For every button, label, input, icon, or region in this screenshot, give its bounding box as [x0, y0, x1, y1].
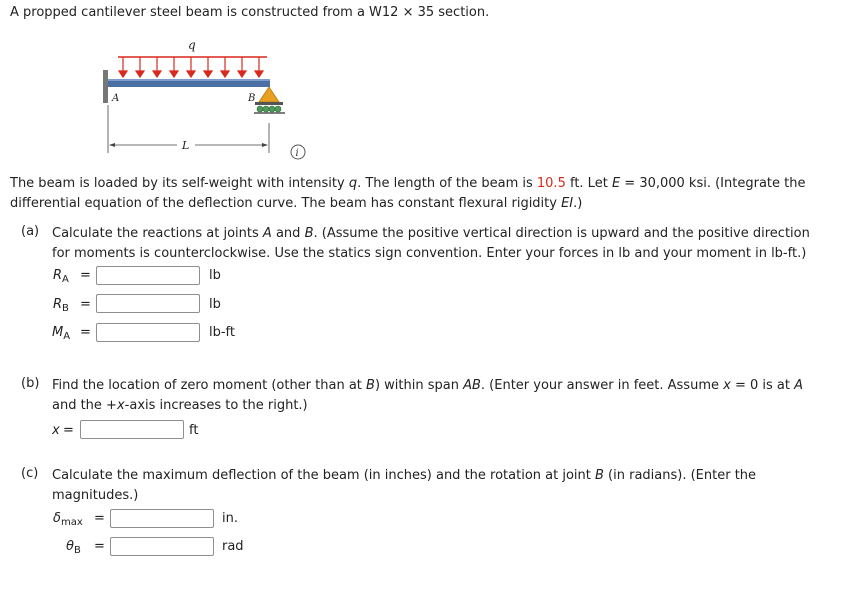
- ma-unit: lb-ft: [209, 325, 235, 340]
- problem-statement: The beam is loaded by its self-weight with intensity q. The length of the beam is 10.5 ft. Let E = 30,000 ksi. (Integrate the differential equation of the deflection curve. The beam has constant flexural rigidity EI.): [10, 176, 806, 211]
- beam-figure: [95, 35, 325, 160]
- ra-unit: lb: [209, 268, 221, 283]
- part-c-label: (c): [21, 466, 39, 481]
- support-b-label: B: [248, 93, 256, 104]
- info-icon[interactable]: [291, 145, 305, 159]
- ma-input[interactable]: [96, 323, 200, 342]
- length-label: L: [182, 139, 190, 152]
- theta-b-input[interactable]: [110, 537, 214, 556]
- roller-wheels: [257, 106, 281, 112]
- pin-support: [259, 87, 279, 102]
- part-a-label: (a): [21, 224, 40, 239]
- rb-input[interactable]: [96, 294, 200, 313]
- length-value: 10.5: [536, 176, 566, 191]
- ra-input[interactable]: [96, 266, 200, 285]
- load-arrows: [119, 57, 263, 77]
- intro-text: A propped cantilever steel beam is constructed from a W12 × 35 section.: [10, 5, 490, 20]
- x-input[interactable]: [80, 420, 184, 439]
- part-c-text: Calculate the maximum deflection of the beam (in inches) and the rotation at joint B (in radians). (Enter the magnitudes.): [52, 468, 757, 503]
- svg-text:i: i: [295, 148, 299, 159]
- theta-b-unit: rad: [222, 539, 244, 554]
- delta-max-input[interactable]: [110, 509, 214, 528]
- support-a-label: A: [112, 93, 120, 104]
- load-label: q: [188, 38, 196, 52]
- x-unit: ft: [189, 423, 199, 438]
- part-b-text: Find the location of zero moment (other than at B) within span AB. (Enter your answer in feet. Assume x = 0 is at A and the +x-axis increases to the right.): [52, 378, 803, 413]
- part-a-text: Calculate the reactions at joints A and B. (Assume the positive vertical direction is upward and the positive direction for moments is counterclockwise. Use the statics sign convention. Enter your forces in lb and your moment in lb-ft.): [52, 226, 810, 261]
- fixed-wall: [103, 70, 108, 103]
- part-b-label: (b): [21, 376, 40, 391]
- delta-max-unit: in.: [222, 511, 238, 526]
- rb-unit: lb: [209, 297, 221, 312]
